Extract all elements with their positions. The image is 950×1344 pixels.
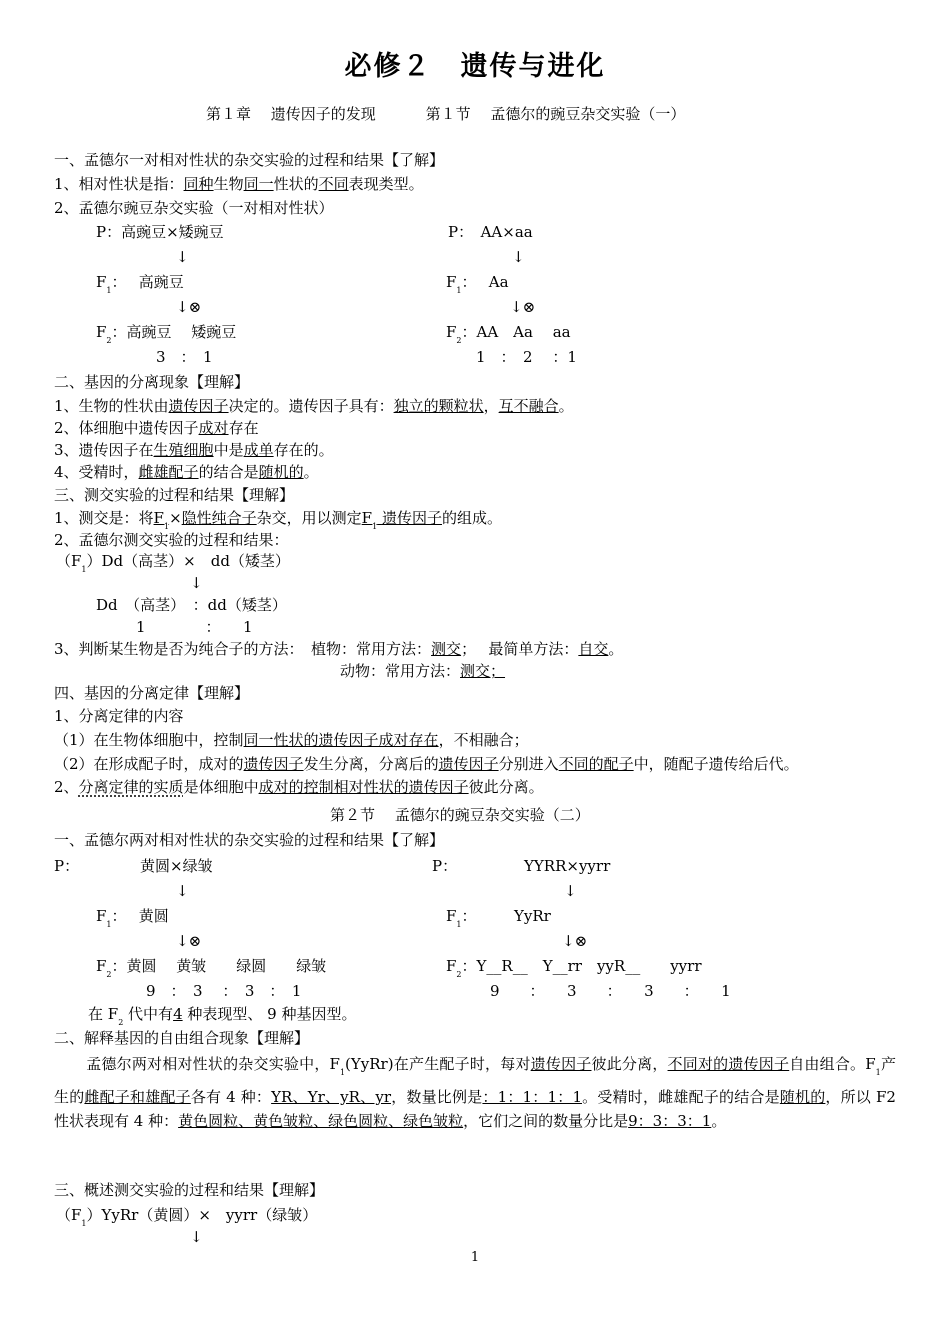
text: 。 (711, 1112, 727, 1130)
arrow-icon: ↓ (176, 882, 189, 900)
text: ， (483, 397, 499, 415)
text: 中是 (213, 441, 244, 459)
s1-item1 (54, 174, 424, 194)
cross-left-ratio: 3 ： 1 (156, 348, 213, 366)
text: （F (56, 552, 82, 570)
s2-item1 (54, 396, 574, 416)
text: 遗传因子 (381, 509, 442, 527)
s4-item2 (54, 777, 544, 797)
s3-heading: 三、测交实验的过程和结果【理解】 (54, 486, 295, 504)
answer: 4 (173, 1005, 183, 1023)
arrow-icon: ↓ (512, 248, 525, 266)
text: 2 (456, 336, 462, 345)
text: 动物：常用方法： (340, 662, 461, 680)
text: 彼此分离。 (468, 778, 544, 796)
text: 性状的 (273, 175, 319, 193)
text: 4、受精时， (54, 463, 139, 481)
answer: 遗传因子 (408, 778, 469, 796)
answer: 遗传因子 (530, 1055, 592, 1073)
text: 2、 (54, 778, 79, 796)
text: 分别进入 (498, 755, 559, 773)
text: 代中有 (123, 1005, 174, 1023)
text: 1 (339, 1068, 346, 1077)
answer: 生殖细胞 (153, 441, 214, 459)
cross-right-p: P： AA×aa (448, 223, 533, 241)
text: 。受精时，雌雄配子的结合是 (581, 1088, 780, 1106)
answer: 同一性状的遗传因子成对存在 (243, 731, 439, 749)
section-name: 孟德尔的豌豆杂交实验（一） (490, 105, 686, 123)
answer: 黄色圆粒、黄色皱粒、绿色圆粒、绿色皱粒 (178, 1112, 464, 1130)
page-title: 必修２ 遗传与进化 (344, 51, 606, 82)
arrow-icon: ↓ (190, 1228, 203, 1246)
text: (YyRr)在产生配子时，每对 (345, 1055, 531, 1073)
s3-item3 (54, 639, 623, 659)
text: 。 (608, 640, 624, 658)
text: 1、相对性状是指： (54, 175, 184, 193)
text: ： 高豌豆 (111, 273, 184, 291)
text: F (96, 957, 107, 975)
text: 自由组合。F (789, 1055, 876, 1073)
answer: 随机的 (258, 463, 304, 481)
text: 发生分离，分离后的 (303, 755, 439, 773)
answer: 不同的配子 (558, 755, 634, 773)
s1-heading: 一、孟德尔一对相对性状的杂交实验的过程和结果【了解】 (54, 151, 445, 169)
text: 的结合是 (198, 463, 259, 481)
text: 1 (106, 920, 112, 929)
text: 1、生物的性状由 (54, 397, 169, 415)
text: F (446, 957, 457, 975)
text: 的组成。 (441, 509, 502, 527)
s5-heading: 二、解释基因的自由组合现象【理解】 (54, 1029, 310, 1047)
answer: 自交 (578, 640, 609, 658)
s3-item2: 2、孟德尔测交实验的过程和结果： (54, 531, 289, 549)
text: ）YyRr（黄圆）× yyrr（绿皱） (86, 1206, 318, 1224)
answer: 同种 (183, 175, 214, 193)
s5-paragraph (54, 1052, 896, 1133)
answer: 雌配子和雄配子 (84, 1088, 191, 1106)
text: 在 F (88, 1005, 119, 1023)
answer: 测交； (460, 662, 506, 680)
sec2-heading: 一、孟德尔两对相对性状的杂交实验的过程和结果【了解】 (54, 831, 445, 849)
s2-heading: 二、基因的分离现象【理解】 (54, 373, 250, 391)
text: 产生的 (54, 1055, 896, 1106)
text: 1 (81, 565, 87, 574)
section2-title: 第２节 孟德尔的豌豆杂交实验（二） (330, 806, 590, 824)
text: F (96, 907, 107, 925)
arrow-self-icon: ↓⊗ (562, 932, 588, 950)
s1-item2: 2、孟德尔豌豆杂交实验（一对相对性状） (54, 199, 334, 217)
answer: 成对 (198, 419, 229, 437)
text: 存在的。 (273, 441, 334, 459)
text: 是体细胞中 (183, 778, 259, 796)
s3-item3-animal (340, 661, 505, 681)
text: 决定的。遗传因子具有： (228, 397, 394, 415)
s6-heading: 三、概述测交实验的过程和结果【理解】 (54, 1181, 325, 1199)
text: 。 (558, 397, 574, 415)
text: ，数量比例是 (391, 1088, 483, 1106)
text: 生物 (213, 175, 244, 193)
cross-left-p: P：高豌豆×矮豌豆 (96, 223, 224, 241)
answer (153, 509, 170, 531)
answer: 遗传因子 (243, 755, 304, 773)
text: ：高豌豆 矮豌豆 (111, 323, 237, 341)
answer: YR、Yr、yR、yr (271, 1088, 391, 1106)
text: 。 (303, 463, 319, 481)
text: F (96, 273, 107, 291)
text: F (361, 509, 373, 527)
s4-point2 (54, 754, 799, 774)
text: 1 (163, 522, 170, 531)
s4-point1 (54, 730, 529, 750)
text: ： 黄圆 (111, 907, 169, 925)
text: ，它们之间的数量分比是 (463, 1112, 629, 1130)
text: （F (56, 1206, 82, 1224)
text: ，所以 F2 性状表现有 4 种： (54, 1088, 896, 1130)
text: 2 (118, 1018, 124, 1027)
text: 1、测交是：将 (54, 509, 154, 527)
text: ）Dd（高茎）× dd（矮茎） (86, 552, 290, 570)
arrow-icon: ↓ (176, 248, 189, 266)
answer: 不同对的遗传因子 (667, 1055, 790, 1073)
text: 1 (456, 920, 462, 929)
testcross-result: Dd （高茎） ：dd（矮茎） (96, 596, 287, 614)
section-number: 第１节 (425, 105, 471, 123)
arrow-icon: ↓ (564, 882, 577, 900)
text: F (446, 907, 457, 925)
text: 孟德尔两对相对性状的杂交实验中，F (86, 1055, 340, 1073)
arrow-self-icon: ↓⊗ (176, 932, 202, 950)
text: 各有 4 种： (190, 1088, 272, 1106)
dihybrid-left-p: 黄圆×绿皱 (140, 857, 213, 875)
answer: 成对的控制相对性状的 (258, 778, 409, 796)
text: 种表现型、 9 种基因型。 (182, 1005, 357, 1023)
chapter-number: 第１章 (206, 105, 252, 123)
answer: 隐性纯合子 (181, 509, 257, 527)
text: 中，随配子遗传给后代。 (633, 755, 799, 773)
text: ：AA Aa aa (461, 323, 571, 341)
text: 2 (106, 336, 112, 345)
dihybrid-right-ratio: 9 ： 3 ： 3 ： 1 (490, 982, 731, 1000)
text: F (446, 273, 457, 291)
answer: 9：3：3：1 (628, 1112, 712, 1130)
text: 3、判断某生物是否为纯合子的方法： 植物：常用方法： (54, 640, 432, 658)
dihybrid-left-p-label: P： (54, 857, 80, 875)
text: F (153, 509, 164, 527)
answer: 测交 (431, 640, 462, 658)
dihybrid-left-ratio: 9 ： 3 ： 3 ： 1 (146, 982, 302, 1000)
text: ； 最简单方法： (461, 640, 579, 658)
text: 彼此分离， (591, 1055, 668, 1073)
answer (361, 509, 442, 531)
chapter-name: 遗传因子的发现 (270, 105, 376, 123)
answer: 独立的颗粒状 (393, 397, 484, 415)
text: F (96, 323, 107, 341)
text: 3、遗传因子在 (54, 441, 154, 459)
answer: ：1：1：1：1 (482, 1088, 582, 1106)
answer: 互不融合 (498, 397, 559, 415)
dihybrid-testcross-line (56, 1205, 317, 1234)
text: 存在 (228, 419, 259, 437)
arrow-icon: ↓ (190, 574, 203, 592)
cross-left-f1 (96, 272, 184, 301)
text: ： Aa (461, 273, 509, 291)
dihybrid-left-f1 (96, 906, 169, 935)
s2-item3 (54, 440, 334, 460)
answer: 成单 (243, 441, 274, 459)
text: 2、体细胞中遗传因子 (54, 419, 199, 437)
text: （1）在生物体细胞中，控制 (54, 731, 244, 749)
answer: 同一 (243, 175, 274, 193)
page-number: 1 (470, 1250, 480, 1265)
text: 1 (456, 286, 462, 295)
s2-item2 (54, 418, 259, 438)
text: 1 (372, 522, 378, 531)
text: × (169, 509, 182, 527)
text: ：Y__R__ Y__rr yyR__ yyrr (461, 957, 702, 975)
answer: 遗传因子 (168, 397, 229, 415)
text: ： YyRr (461, 907, 551, 925)
text: 2 (106, 970, 112, 979)
testcross-line (56, 551, 290, 580)
text: 1 (81, 1219, 87, 1228)
s4-heading: 四、基因的分离定律【理解】 (54, 684, 250, 702)
arrow-self-icon: ↓⊗ (176, 298, 202, 316)
testcross-ratio: 1 ： 1 (136, 618, 253, 636)
answer: 不同 (318, 175, 349, 193)
answer: 雌雄配子 (138, 463, 199, 481)
dihybrid-right-f1 (446, 906, 551, 935)
text: 2 (456, 970, 462, 979)
text: 表现类型。 (348, 175, 424, 193)
s4-item1: 1、分离定律的内容 (54, 707, 184, 725)
text: F (446, 323, 457, 341)
arrow-self-icon: ↓⊗ (510, 298, 536, 316)
text: 杂交，用以测定 (256, 509, 362, 527)
text: 1 (106, 286, 112, 295)
text: ：黄圆 黄皱 绿圆 绿皱 (111, 957, 327, 975)
cross-right-f1 (446, 272, 509, 301)
text: 1 (875, 1068, 881, 1077)
answer: 随机的 (779, 1088, 826, 1106)
emphasis: 分离定律的实质 (78, 778, 184, 796)
cross-right-ratio: 1 ： 2 ：1 (476, 348, 577, 366)
s2-item4 (54, 462, 319, 482)
dihybrid-right-p: YYRR×yyrr (524, 857, 611, 875)
dihybrid-right-p-label: P： (432, 857, 458, 875)
text: ，不相融合； (438, 731, 529, 749)
chapter-heading (206, 104, 685, 124)
text: （2）在形成配子时，成对的 (54, 755, 244, 773)
answer: 遗传因子 (438, 755, 499, 773)
